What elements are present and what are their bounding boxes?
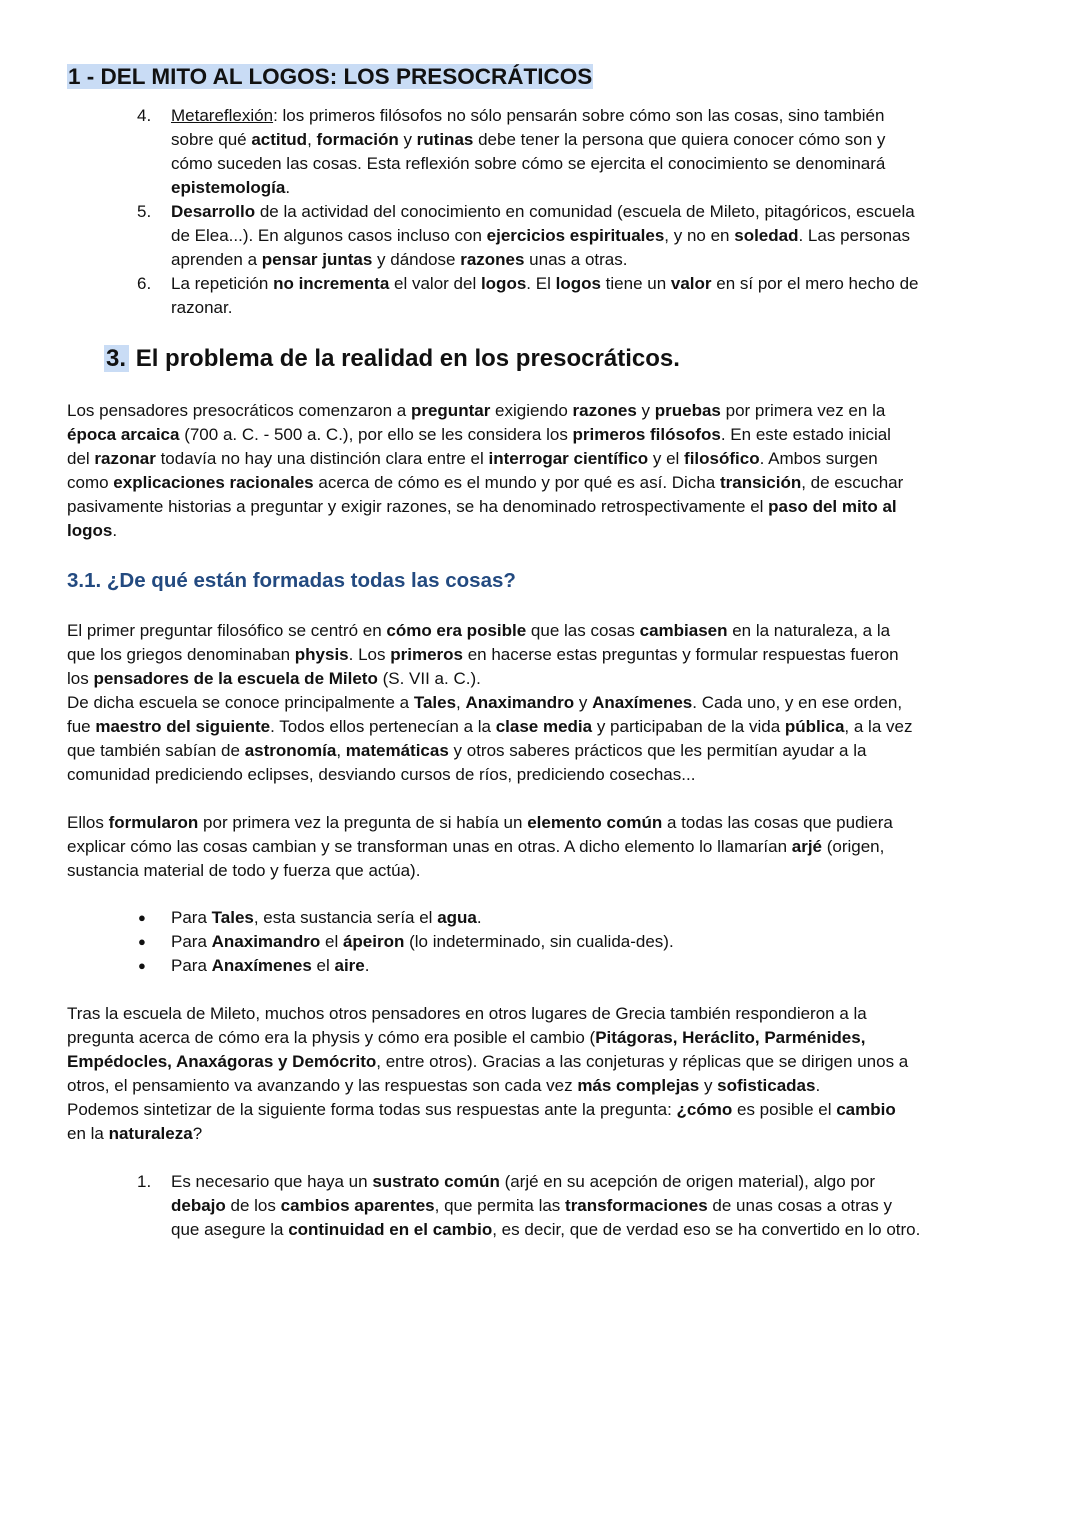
text-run: pasivamente historias a preguntar y exigir razones, se ha denominado retrospectivamente el	[67, 497, 769, 516]
text-line	[67, 835, 893, 859]
bold-text: logos	[67, 521, 113, 540]
text-run: (700 a. C. - 500 a. C.), por ello se les considera los	[179, 425, 573, 444]
text-line	[171, 906, 674, 930]
text-run: todavía no hay una distinción clara entre el	[155, 449, 489, 468]
text-run: y	[398, 130, 417, 149]
paragraph	[67, 811, 893, 883]
text-run: Para	[171, 908, 212, 927]
text-run: y dándose	[372, 250, 461, 269]
text-line	[67, 399, 903, 423]
numbered-list-item	[137, 104, 886, 200]
text-run: cómo suceden las cosas. Esta reflexión sobre cómo se ejercita el conocimiento se denominará	[171, 154, 886, 173]
text-run: y otros saberes prácticos que les permitían ayudar a la	[448, 741, 867, 760]
bold-text: Pitágoras, Heráclito, Parménides,	[595, 1028, 866, 1047]
bold-text: preguntar	[410, 401, 491, 420]
bold-text: clase media	[495, 717, 593, 736]
text-run: De dicha escuela se conoce principalmente a	[67, 693, 414, 712]
bold-text: Anaximandro	[211, 932, 321, 951]
text-run: sustancia material de todo y fuerza que actúa).	[67, 861, 421, 880]
text-run: Para	[171, 956, 212, 975]
list-number: 6.	[137, 274, 152, 293]
text-line	[171, 954, 674, 978]
text-run: , esta sustancia sería el	[253, 908, 438, 927]
text-run: de unas cosas a otras y	[707, 1196, 892, 1215]
bold-text: Desarrollo	[171, 202, 256, 221]
text-run: razonar.	[171, 298, 233, 317]
text-run: exigiendo	[490, 401, 573, 420]
bold-text: paso del mito al	[768, 497, 897, 516]
bullet-icon: ●	[138, 934, 146, 949]
text-run: (lo indeterminado, sin cualida-des).	[404, 932, 674, 951]
bold-text: sustrato común	[372, 1172, 500, 1191]
text-run: ?	[192, 1124, 203, 1143]
text-run: en hacerse estas preguntas y formular respuestas fueron	[462, 645, 899, 664]
underlined-term: Metareflexión	[171, 106, 274, 125]
bold-text: formación	[316, 130, 399, 149]
bold-text: naturaleza	[108, 1124, 193, 1143]
bold-text: Empédocles, Anaxágoras y Demócrito	[67, 1052, 377, 1071]
bold-text: epistemología	[171, 178, 286, 197]
bullet-list-item	[138, 930, 674, 954]
bold-text: filosófico	[684, 449, 760, 468]
bold-text: elemento común	[527, 813, 663, 832]
text-run: y	[636, 401, 655, 420]
section-title	[67, 64, 593, 90]
text-run: acerca de cómo es el mundo y por qué es así. Dicha	[313, 473, 720, 492]
text-run: (arjé en su acepción de origen material), algo por	[499, 1172, 875, 1191]
bold-text: razones	[460, 250, 525, 269]
text-run: y	[699, 1076, 718, 1095]
text-line	[67, 691, 912, 715]
text-run: (S. VII a. C.).	[377, 669, 481, 688]
bold-text: pensadores de la escuela de Mileto	[93, 669, 378, 688]
bold-text: Tales	[211, 908, 254, 927]
text-line	[171, 296, 919, 320]
bold-text: sofisticadas	[717, 1076, 816, 1095]
bold-text: ápeiron	[342, 932, 405, 951]
bold-text: primeros filósofos	[572, 425, 721, 444]
text-line	[171, 272, 919, 296]
text-run: es posible el	[732, 1100, 837, 1119]
text-line	[171, 248, 915, 272]
text-line	[67, 667, 912, 691]
text-run: debe tener la persona que quiera conocer cómo son y	[473, 130, 886, 149]
text-line	[67, 1098, 908, 1122]
text-line	[67, 519, 903, 543]
bold-text: logos	[555, 274, 601, 293]
bold-text: época arcaica	[67, 425, 180, 444]
bold-text: transformaciones	[565, 1196, 708, 1215]
bold-text: cómo era posible	[386, 621, 527, 640]
text-run: : los primeros filósofos no sólo pensarán sobre cómo son las cosas, sino también	[273, 106, 885, 125]
text-run: el	[320, 932, 343, 951]
text-run: , a la vez	[844, 717, 913, 736]
text-line	[67, 859, 893, 883]
text-run: y el	[648, 449, 685, 468]
bold-text: Tales	[413, 693, 457, 712]
bold-text: astronomía	[244, 741, 337, 760]
text-run: . En este estado inicial	[720, 425, 891, 444]
text-line	[67, 1050, 908, 1074]
section-heading	[104, 344, 680, 374]
text-run: El primer preguntar filosófico se centró en	[67, 621, 387, 640]
bold-text: pruebas	[654, 401, 721, 420]
text-run: Ellos	[67, 813, 109, 832]
text-line	[171, 224, 915, 248]
bold-text: cambio	[836, 1100, 896, 1119]
bold-text: Anaxímenes	[592, 693, 693, 712]
text-run: .	[476, 908, 482, 927]
text-run: Podemos sintetizar de la siguiente forma todas sus respuestas ante la pregunta:	[67, 1100, 677, 1119]
text-run: como	[67, 473, 114, 492]
bold-text: logos	[480, 274, 527, 293]
text-run: ,	[307, 130, 317, 149]
text-run: .	[285, 178, 291, 197]
text-run: , es decir, que de verdad eso se ha convertido en lo otro.	[492, 1220, 921, 1239]
text-run: ,	[336, 741, 346, 760]
text-run: del	[67, 449, 95, 468]
text-line	[171, 104, 885, 128]
bullet-icon: ●	[138, 958, 146, 973]
text-run: que asegure la	[171, 1220, 289, 1239]
text-run: los	[67, 669, 94, 688]
text-line	[67, 1122, 908, 1146]
text-run: Para	[171, 932, 212, 951]
text-run: Es necesario que haya un	[171, 1172, 373, 1191]
text-run: .	[815, 1076, 821, 1095]
bold-text: ¿cómo	[676, 1100, 733, 1119]
list-number: 4.	[137, 106, 152, 125]
bullet-list-item	[138, 954, 674, 978]
text-run: comunidad prediciendo eclipses, desviando cursos de ríos, prediciendo cosechas...	[67, 765, 696, 784]
bold-text: más complejas	[577, 1076, 700, 1095]
text-run: a todas las cosas que pudiera	[662, 813, 893, 832]
text-run: , y no en	[664, 226, 735, 245]
bold-text: razones	[572, 401, 637, 420]
bold-text: formularon	[108, 813, 199, 832]
text-line	[67, 1026, 908, 1050]
text-run: , que permita las	[434, 1196, 566, 1215]
bold-text: aire	[334, 956, 365, 975]
text-line	[171, 1218, 920, 1242]
text-line	[171, 152, 885, 176]
bold-text: explicaciones racionales	[113, 473, 314, 492]
bold-text: continuidad en el cambio	[288, 1220, 493, 1239]
text-run: . Los	[348, 645, 391, 664]
text-line	[67, 447, 903, 471]
bold-text: transición	[719, 473, 802, 492]
text-line	[171, 176, 885, 200]
text-run: ,	[456, 693, 466, 712]
text-line	[67, 715, 912, 739]
text-line	[171, 128, 885, 152]
text-run: aprenden a	[171, 250, 262, 269]
bold-text: cambios aparentes	[280, 1196, 435, 1215]
bold-text: arjé	[791, 837, 822, 856]
bold-text: interrogar científico	[488, 449, 649, 468]
text-run: y	[574, 693, 593, 712]
text-run: por primera vez en la	[720, 401, 886, 420]
text-run: , de escuchar	[801, 473, 904, 492]
bold-text: pública	[784, 717, 845, 736]
numbered-list-item	[137, 272, 919, 320]
bold-text: pensar juntas	[261, 250, 373, 269]
text-line	[67, 495, 903, 519]
bold-text: physis	[294, 645, 349, 664]
text-line	[67, 1074, 908, 1098]
bold-text: no incrementa	[273, 274, 390, 293]
text-line	[67, 471, 903, 495]
section-heading-text: El problema de la realidad en los presocráticos.	[135, 345, 680, 372]
text-line	[67, 763, 912, 787]
text-run: . Todos ellos pertenecían a la	[270, 717, 496, 736]
text-run: el	[311, 956, 335, 975]
bold-text: razonar	[94, 449, 156, 468]
page-heading: 1 - DEL MITO AL LOGOS: LOS PRESOCRÁTICOS	[68, 64, 593, 89]
text-line	[171, 930, 674, 954]
text-run: unas a otras.	[524, 250, 628, 269]
section-number: 3.	[104, 345, 129, 372]
numbered-list-item	[137, 200, 915, 272]
subsection-heading: 3.1. ¿De qué están formadas todas las cosas?	[67, 569, 516, 592]
bold-text: valor	[670, 274, 712, 293]
text-run: fue	[67, 717, 96, 736]
text-run: . Ambos surgen	[759, 449, 878, 468]
bullet-list	[138, 906, 674, 978]
text-run: y participaban de la vida	[592, 717, 785, 736]
text-line	[67, 739, 912, 763]
bullet-icon: ●	[138, 910, 146, 925]
bold-text: soledad	[734, 226, 799, 245]
text-run: en la	[67, 1124, 109, 1143]
text-run: La repetición	[171, 274, 274, 293]
bold-text: actitud	[251, 130, 308, 149]
text-run: pregunta acerca de cómo era la physis y cómo era posible el cambio (	[67, 1028, 596, 1047]
bold-text: Anaxímenes	[211, 956, 312, 975]
paragraph	[67, 619, 912, 787]
text-run: que los griegos denominaban	[67, 645, 295, 664]
text-run: .	[112, 521, 118, 540]
bold-text: maestro del siguiente	[95, 717, 271, 736]
text-run: . Cada uno, y en ese orden,	[692, 693, 903, 712]
text-run: sobre qué	[171, 130, 252, 149]
numbered-list-item	[137, 1170, 921, 1242]
bullet-list-item	[138, 906, 674, 930]
text-line	[171, 1170, 920, 1194]
text-run: (origen,	[822, 837, 885, 856]
text-line	[67, 643, 912, 667]
text-line	[67, 811, 893, 835]
bold-text: rutinas	[416, 130, 474, 149]
paragraph	[67, 1002, 908, 1146]
bold-text: debajo	[171, 1196, 226, 1215]
text-run: . El	[526, 274, 556, 293]
bold-text: matemáticas	[345, 741, 449, 760]
list-number: 1.	[137, 1172, 152, 1191]
bold-text: ejercicios espirituales	[486, 226, 665, 245]
text-run: explicar cómo las cosas cambian y se transforman unas en otras. A dicho elemento lo llamarían	[67, 837, 792, 856]
text-line	[171, 200, 915, 224]
bold-text: primeros	[390, 645, 463, 664]
bold-text: agua	[437, 908, 477, 927]
text-run: por primera vez la pregunta de si había un	[198, 813, 528, 832]
text-run: Tras la escuela de Mileto, muchos otros pensadores en otros lugares de Grecia también respondieron a la	[67, 1004, 867, 1023]
text-line	[171, 1194, 920, 1218]
text-run: que las cosas	[526, 621, 640, 640]
text-run: tiene un	[600, 274, 671, 293]
bold-text: Anaximandro	[465, 693, 575, 712]
text-run: Los pensadores presocráticos comenzaron a	[67, 401, 411, 420]
text-run: el valor del	[389, 274, 481, 293]
text-run: de la actividad del conocimiento en comunidad (escuela de Mileto, pitagóricos, escuela	[255, 202, 915, 221]
text-run: .	[364, 956, 370, 975]
text-run: que también sabían de	[67, 741, 245, 760]
text-line	[67, 1002, 908, 1026]
text-run: de Elea...). En algunos casos incluso con	[171, 226, 487, 245]
text-run: en la naturaleza, a la	[727, 621, 891, 640]
text-line	[67, 423, 903, 447]
text-run: en sí por el mero hecho de	[711, 274, 919, 293]
bold-text: cambiasen	[639, 621, 728, 640]
text-run: , entre otros). Gracias a las conjeturas y réplicas que se dirigen unos a	[376, 1052, 909, 1071]
text-run: de los	[225, 1196, 281, 1215]
list-number: 5.	[137, 202, 152, 221]
text-run: . Las personas	[798, 226, 910, 245]
paragraph	[67, 399, 903, 543]
text-line	[67, 619, 912, 643]
text-run: otros, el pensamiento va avanzando y las respuestas son cada vez	[67, 1076, 578, 1095]
